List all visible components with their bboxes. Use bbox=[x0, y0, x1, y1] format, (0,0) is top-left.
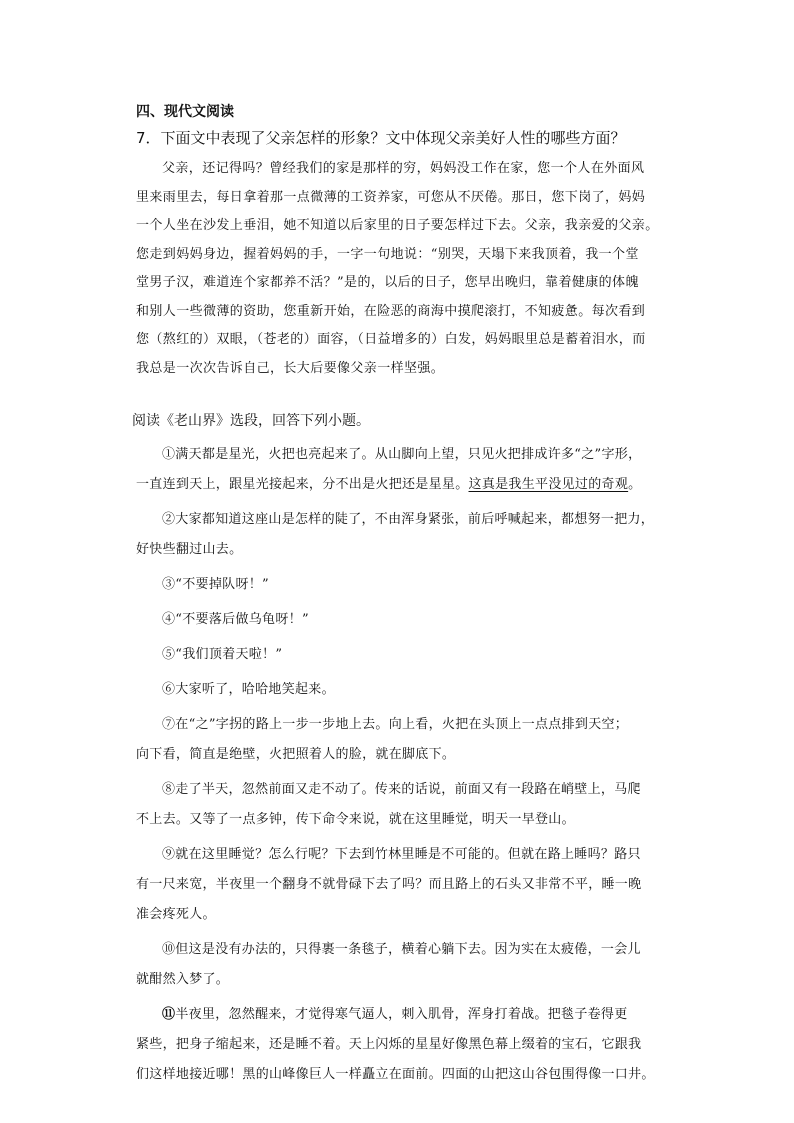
text-line: 向下看，简直是绝壁，火把照着人的脸，就在脚底下。 bbox=[136, 747, 456, 762]
text-line: ⑤“我们顶着天啦！” bbox=[162, 647, 283, 662]
period: 。 bbox=[628, 477, 642, 492]
text-line: 一个人坐在沙发上垂泪，她不知道以后家里的日子要怎样过下去。父亲，我亲爱的父亲。 bbox=[136, 218, 659, 233]
text-line bbox=[136, 470, 672, 500]
paragraph-marker: ⑪ bbox=[162, 1007, 176, 1022]
father-passage bbox=[136, 155, 664, 383]
text-line: 就酣然入梦了。 bbox=[136, 972, 230, 987]
text-line: 您（熬红的）双眼，（苍老的）面容，（日益增多的）白发，妈妈眼里总是蓄着泪水，而 bbox=[136, 332, 646, 347]
text-line: 您走到妈妈身边，握着妈妈的手，一字一句地说：“别哭，天塌下来我顶着，我一个堂 bbox=[136, 246, 639, 262]
plain-text: 一直连到天上，跟星光接起来，分不出是火把还是星星。 bbox=[136, 477, 469, 492]
section-heading: 四、现代文阅读 bbox=[136, 104, 234, 120]
text-line: ⑧走了半天，忽然前面又走不动了。传来的话说，前面又有一段路在峭壁上，马爬 bbox=[162, 782, 641, 797]
question-7: 7．下面文中表现了父亲怎样的形象？文中体现父亲美好人性的哪些方面？ bbox=[136, 129, 626, 147]
laoshanjie-passage bbox=[136, 440, 672, 1090]
text-line: ⑩但这是没有办法的，只得裹一条毯子，横着心躺下去。因为实在太疲倦，一会儿 bbox=[162, 942, 641, 957]
underlined-sentence: 这真是我生平没见过的奇观 bbox=[468, 477, 629, 492]
text-line: ⑨就在这里睡觉？怎么行呢？下去到竹林里睡是不可能的。但就在路上睡吗？路只 bbox=[162, 847, 641, 862]
text-line: 父亲，还记得吗？曾经我们的家是那样的穷，妈妈没工作在家，您一个人在外面风 bbox=[162, 161, 645, 176]
text-line: 准会疼死人。 bbox=[136, 907, 216, 922]
text-line: ④“不要落后做乌龟呀！” bbox=[162, 612, 309, 627]
text-line: 里来雨里去，每日拿着那一点微薄的工资养家，可您从不厌倦。那日，您下岗了，妈妈 bbox=[136, 189, 646, 205]
text-line bbox=[136, 1000, 672, 1030]
text-line: 有一尺来宽，半夜里一个翻身不就骨碌下去了吗？而且路上的石头又非常不平，睡一晚 bbox=[136, 877, 642, 892]
text-line: ①满天都是星光，火把也亮起来了。从山脚向上望，只见火把排成许多“之”字形， bbox=[162, 447, 642, 462]
text-line: 堂男子汉，难道连个家都养不活？”是的，以后的日子，您早出晚归，靠着健康的体魄 bbox=[136, 275, 639, 290]
text-line: 好快些翻过山去。 bbox=[136, 542, 243, 557]
text-line: 不上去。又等了一点多钟，传下命令来说，就在这里睡觉，明天一早登山。 bbox=[136, 812, 575, 827]
text-line: ⑦在“之”字拐的路上一步一步地上去。向上看，火把在头顶上一点点排到天空； bbox=[162, 717, 629, 732]
text-line: 们这样地接近哪！黑的山峰像巨人一样矗立在面前。四面的山把这山谷包围得像一口井。 bbox=[136, 1067, 655, 1082]
text-line: 紧些，把身子缩起来，还是睡不着。天上闪烁的星星好像黑色幕上缀着的宝石，它跟我 bbox=[136, 1037, 642, 1052]
reading-instruction: 阅读《老山界》选段，回答下列小题。 bbox=[132, 413, 370, 429]
text-line: ③“不要掉队呀！” bbox=[162, 577, 269, 592]
text-line: ②大家都知道这座山是怎样的陡了，不由浑身紧张，前后呼喊起来，都想努一把力， bbox=[162, 512, 655, 527]
plain-text: 半夜里，忽然醒来，才觉得寒气逼人，刺入肌骨，浑身打着战。把毯子卷得更 bbox=[175, 1007, 628, 1022]
text-line: 我总是一次次告诉自己，长大后要像父亲一样坚强。 bbox=[136, 360, 445, 376]
text-line: 和别人一些微薄的资助，您重新开始，在险恶的商海中摸爬滚打，不知疲惫。每次看到 bbox=[136, 303, 646, 319]
text-line: ⑥大家听了，哈哈地笑起来。 bbox=[162, 682, 335, 697]
